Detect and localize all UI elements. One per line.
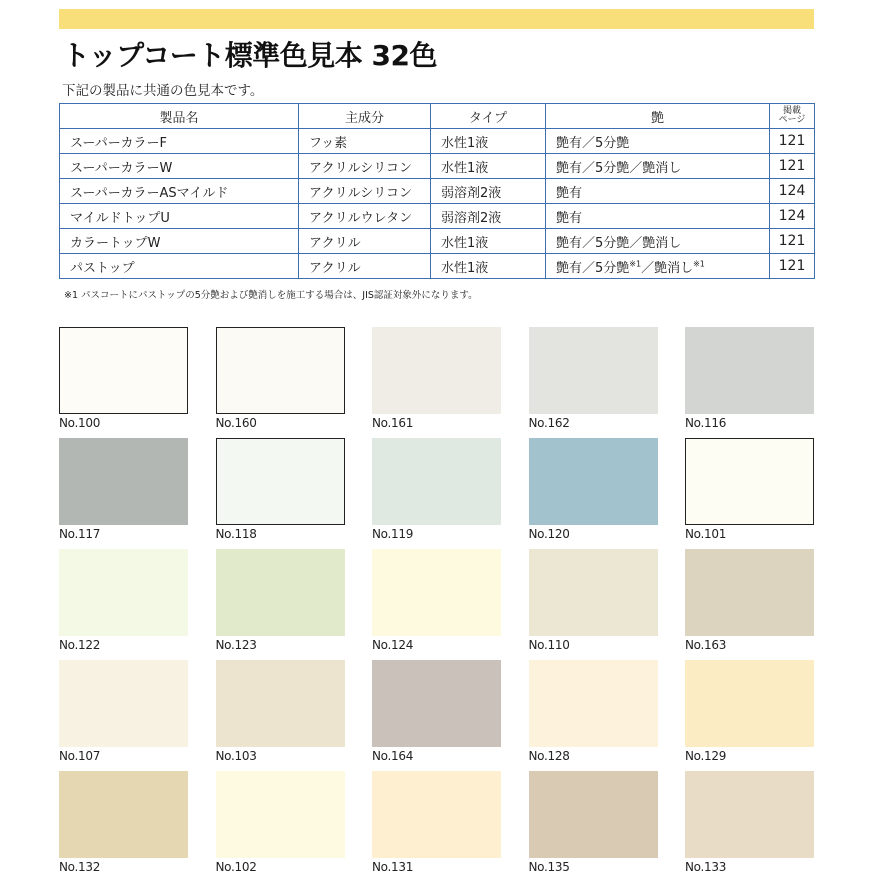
color-label: No.160	[215, 416, 257, 430]
product-type: 弱溶剤2液	[431, 204, 546, 229]
color-swatch-grid	[59, 327, 814, 882]
product-type: 水性1液	[431, 254, 546, 279]
color-swatch	[685, 438, 814, 549]
color-label: No.118	[215, 527, 257, 541]
color-label: No.162	[528, 416, 570, 430]
color-chip	[685, 660, 814, 747]
color-swatch	[372, 771, 501, 882]
color-chip	[216, 327, 345, 414]
color-swatch	[685, 327, 814, 438]
color-chip	[59, 771, 188, 858]
color-label: No.116	[685, 416, 727, 430]
product-gloss: 艶有／5分艶／艶消し	[546, 229, 770, 254]
color-swatch	[529, 327, 658, 438]
accent-bar	[59, 9, 814, 29]
product-gloss: 艶有	[546, 179, 770, 204]
color-swatch	[59, 327, 188, 438]
product-name: カラートップW	[60, 229, 299, 254]
color-chip	[372, 327, 501, 414]
color-swatch	[216, 771, 345, 882]
color-chip	[529, 438, 658, 525]
color-swatch	[59, 660, 188, 771]
header-page-line1: 掲載	[782, 106, 801, 116]
product-type: 水性1液	[431, 154, 546, 179]
color-chip	[59, 660, 188, 747]
color-label: No.119	[372, 527, 414, 541]
product-component: アクリルウレタン	[299, 204, 431, 229]
color-label: No.164	[372, 749, 414, 763]
product-gloss: 艶有／5分艶	[546, 129, 770, 154]
product-page: 124	[770, 179, 815, 204]
product-page: 121	[770, 229, 815, 254]
product-gloss	[546, 254, 770, 279]
color-swatch	[59, 771, 188, 882]
color-label: No.132	[59, 860, 101, 874]
color-chip	[685, 438, 814, 525]
color-chip	[216, 549, 345, 636]
product-type: 水性1液	[431, 229, 546, 254]
color-swatch	[529, 549, 658, 660]
color-swatch	[529, 438, 658, 549]
product-component: アクリル	[299, 229, 431, 254]
color-chip	[529, 327, 658, 414]
product-type: 水性1液	[431, 129, 546, 154]
product-name: スーパーカラーF	[60, 129, 299, 154]
color-swatch	[59, 438, 188, 549]
color-swatch	[685, 771, 814, 882]
color-swatch	[372, 327, 501, 438]
product-component: フッ素	[299, 129, 431, 154]
header-page-line2: ページ	[778, 115, 806, 125]
product-component: アクリルシリコン	[299, 154, 431, 179]
color-swatch	[372, 549, 501, 660]
color-label: No.135	[528, 860, 570, 874]
product-page: 121	[770, 129, 815, 154]
color-swatch	[59, 549, 188, 660]
gloss-text: 艶有／5分艶	[556, 260, 630, 276]
color-chip	[529, 660, 658, 747]
color-swatch	[685, 549, 814, 660]
header-product-name: 製品名	[60, 104, 299, 129]
color-label: No.122	[59, 638, 101, 652]
color-swatch	[372, 438, 501, 549]
color-chip	[59, 438, 188, 525]
product-name: スーパーカラーW	[60, 154, 299, 179]
footnote-marker: ※1	[693, 259, 705, 269]
color-swatch	[216, 660, 345, 771]
color-swatch	[216, 549, 345, 660]
color-chip	[529, 549, 658, 636]
color-label: No.128	[528, 749, 570, 763]
product-type: 弱溶剤2液	[431, 179, 546, 204]
color-label: No.124	[372, 638, 414, 652]
footnote-marker: ※1	[629, 259, 642, 269]
color-chip	[59, 549, 188, 636]
product-table	[59, 103, 815, 279]
product-gloss: 艶有	[546, 204, 770, 229]
color-chip	[59, 327, 188, 414]
color-swatch	[216, 327, 345, 438]
table-header-row	[60, 104, 815, 129]
product-page: 121	[770, 254, 815, 279]
header-type: タイプ	[431, 104, 546, 129]
product-component: アクリル	[299, 254, 431, 279]
color-chip	[685, 327, 814, 414]
color-label: No.102	[215, 860, 257, 874]
color-chip	[216, 771, 345, 858]
product-page: 124	[770, 204, 815, 229]
color-chip	[685, 771, 814, 858]
product-gloss: 艶有／5分艶／艶消し	[546, 154, 770, 179]
product-name: マイルドトップU	[60, 204, 299, 229]
color-chip	[216, 438, 345, 525]
table-row	[60, 254, 815, 279]
color-chip	[372, 771, 501, 858]
product-name: スーパーカラーASマイルド	[60, 179, 299, 204]
table-row	[60, 229, 815, 254]
color-label: No.117	[59, 527, 101, 541]
table-row	[60, 204, 815, 229]
color-swatch	[685, 660, 814, 771]
color-label: No.133	[685, 860, 727, 874]
color-label: No.120	[528, 527, 570, 541]
color-label: No.129	[685, 749, 727, 763]
header-page	[770, 104, 815, 129]
color-label: No.163	[685, 638, 727, 652]
color-label: No.110	[528, 638, 570, 652]
color-label: No.100	[59, 416, 101, 430]
color-chip	[372, 438, 501, 525]
color-chip	[216, 660, 345, 747]
product-component: アクリルシリコン	[299, 179, 431, 204]
color-swatch	[529, 660, 658, 771]
color-chip	[372, 660, 501, 747]
color-chip	[372, 549, 501, 636]
product-page: 121	[770, 154, 815, 179]
color-swatch	[372, 660, 501, 771]
color-label: No.131	[372, 860, 414, 874]
table-row	[60, 129, 815, 154]
page-subtitle: 下記の製品に共通の色見本です。	[62, 83, 264, 99]
header-gloss: 艶	[546, 104, 770, 129]
color-chip	[529, 771, 658, 858]
color-swatch	[529, 771, 658, 882]
color-chip	[685, 549, 814, 636]
color-label: No.123	[215, 638, 257, 652]
header-component: 主成分	[299, 104, 431, 129]
gloss-text: ／艶消し	[641, 260, 694, 276]
product-name: パストップ	[60, 254, 299, 279]
color-swatch	[216, 438, 345, 549]
page-title: トップコート標準色見本 32色	[62, 39, 437, 72]
footnote: ※1 パスコートにパストップの5分艶および艶消しを施工する場合は、JIS認証対象外になります。	[64, 290, 478, 301]
color-label: No.161	[372, 416, 414, 430]
table-row	[60, 154, 815, 179]
table-row	[60, 179, 815, 204]
color-label: No.107	[59, 749, 101, 763]
color-label: No.103	[215, 749, 257, 763]
color-label: No.101	[685, 527, 727, 541]
